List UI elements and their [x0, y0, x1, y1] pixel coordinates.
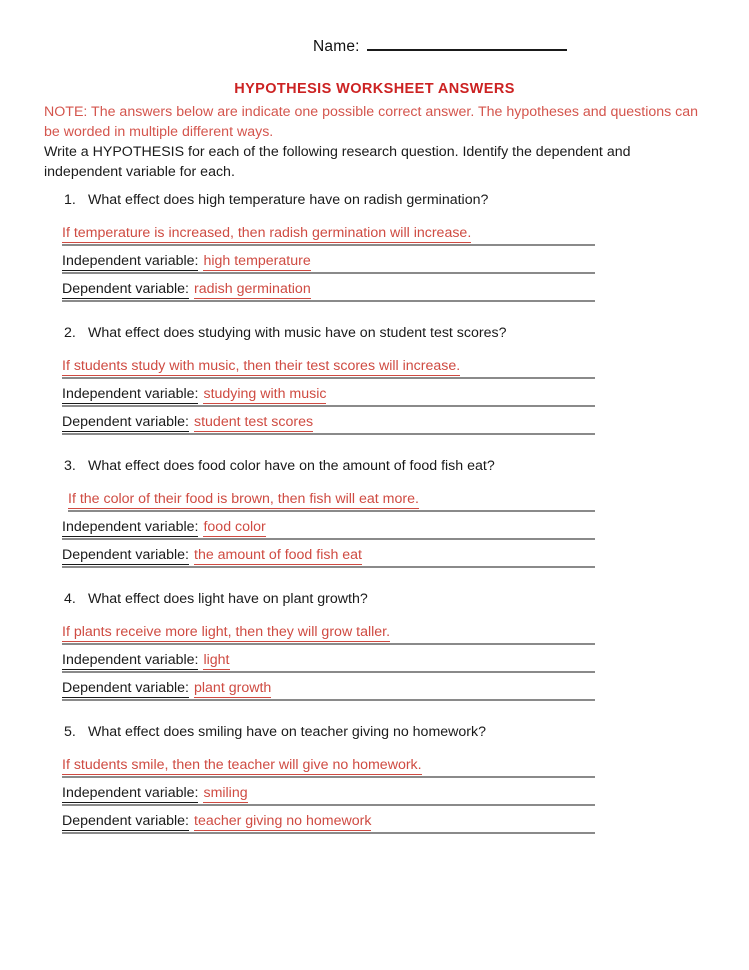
hypothesis-answer-line[interactable]	[68, 484, 595, 512]
question-text: What effect does light have on plant growth?	[88, 591, 368, 607]
hypothesis-answer-text: If the color of their food is brown, then fish will eat more.	[68, 491, 419, 507]
dependent-variable-inner	[62, 680, 271, 701]
dependent-variable-label: Dependent variable:	[62, 281, 189, 297]
hypothesis-answer-line[interactable]	[62, 218, 595, 246]
question-prompt	[0, 722, 749, 742]
independent-variable-inner	[62, 519, 266, 540]
name-label: Name:	[313, 38, 360, 55]
question-number: 2.	[64, 325, 76, 341]
question-number: 4.	[64, 591, 76, 607]
dependent-variable-answer: radish germination	[194, 281, 311, 297]
question-text: What effect does smiling have on teacher giving no homework?	[88, 724, 486, 740]
hypothesis-answer-inner	[62, 624, 390, 645]
dependent-variable-inner	[62, 813, 371, 834]
dependent-variable-line[interactable]	[62, 673, 595, 701]
question-prompt	[0, 323, 749, 343]
hypothesis-answer-inner	[68, 491, 419, 512]
question-block	[0, 323, 749, 435]
question-number: 3.	[64, 458, 76, 474]
dependent-variable-line[interactable]	[62, 274, 595, 302]
independent-variable-inner	[62, 253, 311, 274]
hypothesis-answer-inner	[62, 225, 471, 246]
independent-variable-answer: food color	[203, 519, 266, 535]
question-prompt	[0, 190, 749, 210]
independent-variable-answer: studying with music	[203, 386, 327, 402]
dependent-variable-label: Dependent variable:	[62, 680, 189, 696]
independent-variable-line[interactable]	[62, 645, 595, 673]
hypothesis-answer-line[interactable]	[62, 351, 595, 379]
independent-variable-answer: light	[203, 652, 230, 668]
independent-variable-inner	[62, 652, 230, 673]
independent-variable-label: Independent variable:	[62, 253, 199, 269]
hypothesis-answer-inner	[62, 358, 460, 379]
independent-variable-inner	[62, 386, 326, 407]
hypothesis-answer-text: If students study with music, then their test scores will increase.	[62, 358, 461, 374]
independent-variable-answer: high temperature	[203, 253, 311, 269]
independent-variable-line[interactable]	[62, 512, 595, 540]
hypothesis-answer-inner	[62, 757, 422, 778]
page-title: HYPOTHESIS WORKSHEET ANSWERS	[234, 81, 515, 97]
question-text: What effect does food color have on the amount of food fish eat?	[88, 458, 495, 474]
independent-variable-answer: smiling	[203, 785, 248, 801]
question-number: 1.	[64, 192, 76, 208]
instruction-paragraph: Write a HYPOTHESIS for each of the following research question. Identify the dependent and independent variable for each.	[44, 144, 631, 180]
independent-variable-label: Independent variable:	[62, 519, 199, 535]
question-block	[0, 722, 749, 834]
independent-variable-label: Independent variable:	[62, 652, 199, 668]
note-paragraph: NOTE: The answers below are indicate one possible correct answer. The hypotheses and questions can be worded in multiple different ways.	[44, 104, 699, 140]
hypothesis-answer-line[interactable]	[62, 750, 595, 778]
dependent-variable-answer: student test scores	[194, 414, 314, 430]
independent-variable-inner	[62, 785, 248, 806]
dependent-variable-answer: the amount of food fish eat	[194, 547, 362, 563]
question-number: 5.	[64, 724, 76, 740]
dependent-variable-line[interactable]	[62, 540, 595, 568]
dependent-variable-answer: teacher giving no homework	[194, 813, 372, 829]
hypothesis-answer-text: If temperature is increased, then radish germination will increase.	[62, 225, 472, 241]
hypothesis-answer-text: If plants receive more light, then they will grow taller.	[62, 624, 391, 640]
question-text: What effect does high temperature have on radish germination?	[88, 192, 489, 208]
hypothesis-answer-text: If students smile, then the teacher will give no homework.	[62, 757, 422, 773]
dependent-variable-inner	[62, 547, 362, 568]
independent-variable-label: Independent variable:	[62, 785, 199, 801]
question-prompt	[0, 589, 749, 609]
dependent-variable-label: Dependent variable:	[62, 414, 189, 430]
independent-variable-line[interactable]	[62, 778, 595, 806]
question-block	[0, 456, 749, 568]
question-block	[0, 589, 749, 701]
dependent-variable-answer: plant growth	[194, 680, 272, 696]
independent-variable-label: Independent variable:	[62, 386, 199, 402]
dependent-variable-inner	[62, 414, 313, 435]
name-field-row	[313, 38, 567, 56]
dependent-variable-inner	[62, 281, 311, 302]
dependent-variable-label: Dependent variable:	[62, 813, 189, 829]
independent-variable-line[interactable]	[62, 379, 595, 407]
name-blank-line[interactable]	[367, 38, 567, 51]
hypothesis-answer-line[interactable]	[62, 617, 595, 645]
dependent-variable-line[interactable]	[62, 806, 595, 834]
dependent-variable-line[interactable]	[62, 407, 595, 435]
question-block	[0, 190, 749, 302]
dependent-variable-label: Dependent variable:	[62, 547, 189, 563]
question-text: What effect does studying with music have on student test scores?	[88, 325, 507, 341]
independent-variable-line[interactable]	[62, 246, 595, 274]
question-list	[0, 190, 749, 855]
question-prompt	[0, 456, 749, 476]
